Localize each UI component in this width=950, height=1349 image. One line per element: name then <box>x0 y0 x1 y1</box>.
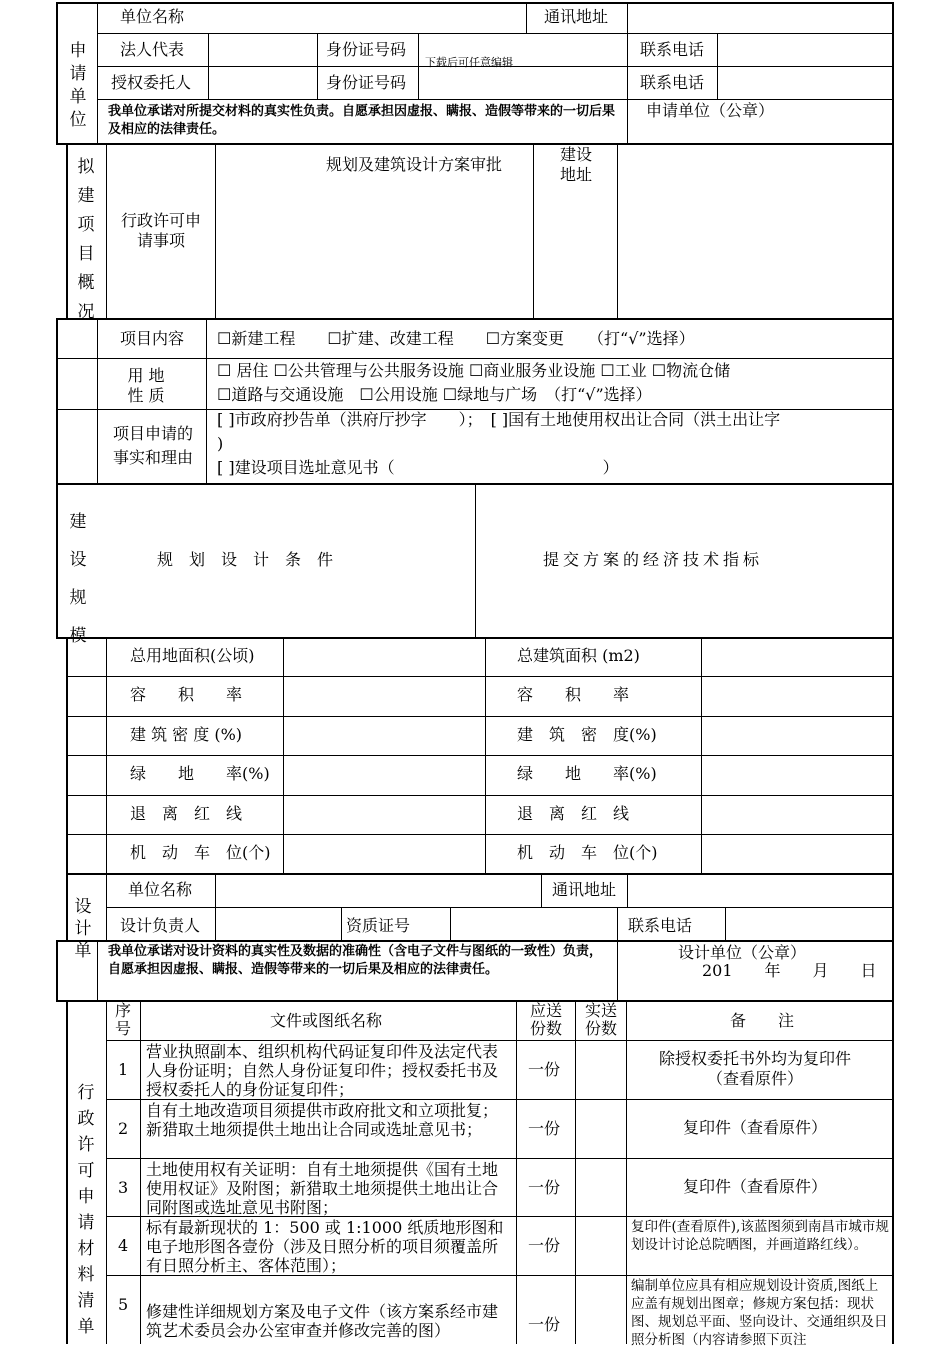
phone-label: 联系电话 <box>640 40 705 59</box>
header-seq: 序号 <box>114 1001 131 1038</box>
grid-line <box>97 2 98 143</box>
grid-line <box>106 1275 893 1276</box>
reason-label: 项目申请的事实和理由 <box>112 424 193 467</box>
material-due-count: 一份 <box>528 1178 561 1197</box>
grid-line <box>97 33 893 34</box>
grid-line <box>56 318 893 320</box>
grid-line <box>97 318 98 483</box>
grid-line <box>56 358 893 359</box>
tech-indicator-row: 建 筑 密 度(%) <box>517 725 657 744</box>
material-name: 自有土地改造项目须提供市政府批文和立项批复；新猎取土地须提供土地出让合同或选址意见书； <box>146 1101 499 1139</box>
tech-indicator-value[interactable] <box>702 756 891 794</box>
grid-line <box>341 907 342 940</box>
tech-indicators-title: 提交方案的经济技术指标 <box>543 550 764 569</box>
project-group-label: 拟建项目概况 <box>77 157 95 322</box>
grid-line <box>56 1000 893 1002</box>
content-label: 项目内容 <box>120 329 185 348</box>
grid-line <box>140 1000 141 1344</box>
material-seq: 2 <box>118 1119 129 1138</box>
legal-rep-label: 法人代表 <box>120 40 185 59</box>
address-label: 通讯地址 <box>544 7 609 26</box>
grid-line <box>627 2 628 33</box>
material-due-count: 一份 <box>528 1315 561 1334</box>
grid-line <box>617 940 618 1000</box>
planning-condition-value[interactable] <box>284 638 484 676</box>
applicant-pledge: 我单位承诺对所提交材料的真实性负责。自愿承担因虚报、瞒报、造假等带来的一切后果及相应的法律责任。 <box>108 104 616 137</box>
tech-indicator-row: 绿 地 率(%) <box>517 764 657 783</box>
grid-line <box>106 1158 893 1159</box>
planning-condition-row: 建 筑 密 度 (%) <box>130 725 243 744</box>
tech-indicator-row: 容 积 率 <box>517 685 630 704</box>
tech-indicator-row: 总建筑面积 (m2) <box>517 646 640 665</box>
material-seq: 5 <box>118 1295 129 1314</box>
unit-name-label: 单位名称 <box>120 7 185 26</box>
material-sent-count[interactable] <box>577 1100 625 1156</box>
grid-line <box>56 143 893 145</box>
grid-line <box>106 1040 893 1041</box>
grid-line <box>208 33 209 99</box>
material-seq: 3 <box>118 1178 129 1197</box>
phone-label-2: 联系电话 <box>640 73 705 92</box>
tech-indicator-row: 机 动 车 位(个) <box>517 843 658 862</box>
tech-indicator-value[interactable] <box>702 835 891 873</box>
planning-condition-value[interactable] <box>284 796 484 834</box>
grid-line <box>56 2 58 143</box>
planning-condition-value[interactable] <box>284 835 484 873</box>
material-note: 复印件（查看原件） <box>682 1177 827 1196</box>
header-due: 应送份数 <box>529 1001 562 1038</box>
material-note: 除授权委托书外均为复印件（查看原件） <box>658 1049 851 1088</box>
grid-line <box>516 1000 517 1344</box>
grid-line <box>215 907 216 940</box>
grid-line <box>106 143 107 318</box>
design-lead-label: 设计负责人 <box>120 916 201 935</box>
land-label: 用 地 性 质 <box>127 366 165 405</box>
grid-line <box>418 33 419 99</box>
id-number-label: 身份证号码 <box>326 40 407 59</box>
grid-line <box>56 483 58 637</box>
grid-line <box>215 873 216 907</box>
reason-line-1[interactable]: [ ]市政府抄告单（洪府厅抄字 ）； [ ]国有土地使用权出让合同（洪土出让字 <box>217 410 781 429</box>
applicant-seal: 申请单位（公章） <box>646 101 775 120</box>
grid-line <box>892 873 894 1344</box>
material-name: 标有最新现状的 1：500 或 1:1000 纸质地形图和电子地形图各壹份（涉及日照分析的项目须覆盖所有日照分析主、客体范围）； <box>146 1218 504 1275</box>
planning-condition-row: 机 动 车 位(个) <box>130 843 271 862</box>
planning-condition-row: 绿 地 率(%) <box>130 764 270 783</box>
tech-indicator-value[interactable] <box>702 717 891 755</box>
material-name: 土地使用权有关证明：自有土地须提供《国有土地使用权证》及附图；新猎取土地须提供土地出让合同附图或选址意见书附图； <box>146 1160 499 1217</box>
material-sent-count[interactable] <box>577 1041 625 1097</box>
material-note: 编制单位应具有相应规划设计资质,图纸上应盖有规划出图章；修规方案包括：现状图、规划总平面、竖向设计、交通组织及日照分析图（内容请参照下页注 <box>631 1278 888 1348</box>
material-sent-count[interactable] <box>577 1276 625 1332</box>
header-note: 备 注 <box>730 1011 795 1030</box>
scale-group-label: 建设规模 <box>69 512 87 646</box>
tech-indicator-row: 退 离 红 线 <box>517 804 630 823</box>
tech-indicator-value[interactable] <box>702 677 891 715</box>
planning-condition-row: 退 离 红 线 <box>130 804 243 823</box>
agent-label: 授权委托人 <box>111 73 192 92</box>
grid-line <box>475 483 476 637</box>
grid-line <box>66 873 893 875</box>
grid-line <box>575 1000 576 1344</box>
grid-line <box>627 873 628 907</box>
materials-group-label: 行政许可申请材料清单 <box>77 1083 95 1337</box>
grid-line <box>66 143 68 318</box>
material-note: 复印件（查看原件） <box>682 1118 827 1137</box>
tech-indicator-value[interactable] <box>702 638 891 676</box>
watermark-text: 下载后可任意编辑 <box>425 56 513 69</box>
design-seal: 设计单位（公章） <box>678 943 807 962</box>
design-date: 201 年 月 日 <box>702 961 877 980</box>
design-unit-name-label: 单位名称 <box>128 880 193 899</box>
material-note: 复印件(查看原件),该蓝图须到南昌市城市规划设计讨论总院晒图，并画道路红线）。 <box>631 1219 889 1253</box>
material-due-count: 一份 <box>528 1119 561 1138</box>
planning-condition-value[interactable] <box>284 717 484 755</box>
cert-number-label: 资质证号 <box>346 916 411 935</box>
site-label: 建设地址 <box>559 145 592 184</box>
grid-line <box>617 143 618 318</box>
grid-line <box>541 873 542 907</box>
material-seq: 4 <box>118 1236 129 1255</box>
grid-line <box>106 1000 107 1344</box>
grid-line <box>66 873 68 940</box>
material-name: 营业执照副本、组织机构代码证复印件及法定代表人身份证明；自然人身份证复印件；授权委托书及授权委托人的身份证复印件； <box>146 1042 499 1099</box>
reason-line-2: ) <box>217 434 224 453</box>
land-options-2[interactable]: ☐道路与交通设施 ☐公用设施 ☐绿地与广场 （打“√”选择） <box>217 385 652 404</box>
admin-item-label: 行政许可申请事项 <box>120 211 201 250</box>
grid-line <box>317 33 318 99</box>
planning-condition-value[interactable] <box>284 756 484 794</box>
material-seq: 1 <box>118 1060 129 1079</box>
grid-line <box>97 940 98 1000</box>
land-options-1[interactable]: ☐ 居住 ☐公共管理与公共服务设施 ☐商业服务业设施 ☐工业 ☐物流仓储 <box>217 361 731 380</box>
grid-line <box>533 143 534 318</box>
material-due-count: 一份 <box>528 1236 561 1255</box>
grid-line <box>66 1000 68 1344</box>
material-name: 修建性详细规划方案及电子文件（该方案系经市建筑艺术委员会办公室审查并修改完善的图） <box>146 1302 499 1340</box>
grid-line <box>56 940 893 942</box>
content-options[interactable]: ☐新建工程 ☐扩建、改建工程 ☐方案变更 （打“√”选择） <box>217 329 695 348</box>
design-address-label: 通讯地址 <box>552 880 617 899</box>
grid-line <box>215 143 216 318</box>
grid-line <box>56 940 58 1000</box>
grid-line <box>106 907 893 908</box>
planning-conditions-title: 规 划 设 计 条 件 <box>157 550 334 569</box>
grid-line <box>626 1000 627 1344</box>
material-due-count: 一份 <box>528 1060 561 1079</box>
material-sent-count[interactable] <box>577 1217 625 1273</box>
design-phone-label: 联系电话 <box>628 916 693 935</box>
header-sent: 实送份数 <box>584 1001 617 1038</box>
grid-line <box>717 33 718 99</box>
grid-line <box>617 907 618 940</box>
design-group-label: 设计单 <box>74 897 92 961</box>
design-pledge: 我单位承诺对设计资料的真实性及数据的准确性（含电子文件与图纸的一致性）负责，自愿承担因虚报、瞒报、造假等带来的一切后果及相应的法律责任。 <box>108 944 603 977</box>
reason-line-3[interactable]: [ ]建设项目选址意见书（ ） <box>217 458 619 477</box>
grid-line <box>206 318 207 483</box>
grid-line <box>56 318 58 483</box>
tech-indicator-value[interactable] <box>702 796 891 834</box>
grid-line <box>450 907 451 940</box>
planning-condition-row: 总用地面积(公顷) <box>130 646 255 665</box>
grid-line <box>526 2 527 33</box>
approval-text: 规划及建筑设计方案审批 <box>326 155 503 174</box>
planning-condition-value[interactable] <box>284 677 484 715</box>
material-sent-count[interactable] <box>577 1159 625 1215</box>
applicant-group-label: 申请单位 <box>69 41 87 130</box>
grid-line <box>106 1099 893 1100</box>
id-number-label-2: 身份证号码 <box>326 73 407 92</box>
grid-line <box>627 33 628 143</box>
grid-line <box>97 99 893 100</box>
planning-condition-row: 容 积 率 <box>130 685 243 704</box>
grid-line <box>725 907 726 940</box>
header-name: 文件或图纸名称 <box>270 1011 383 1030</box>
grid-line <box>56 2 893 4</box>
